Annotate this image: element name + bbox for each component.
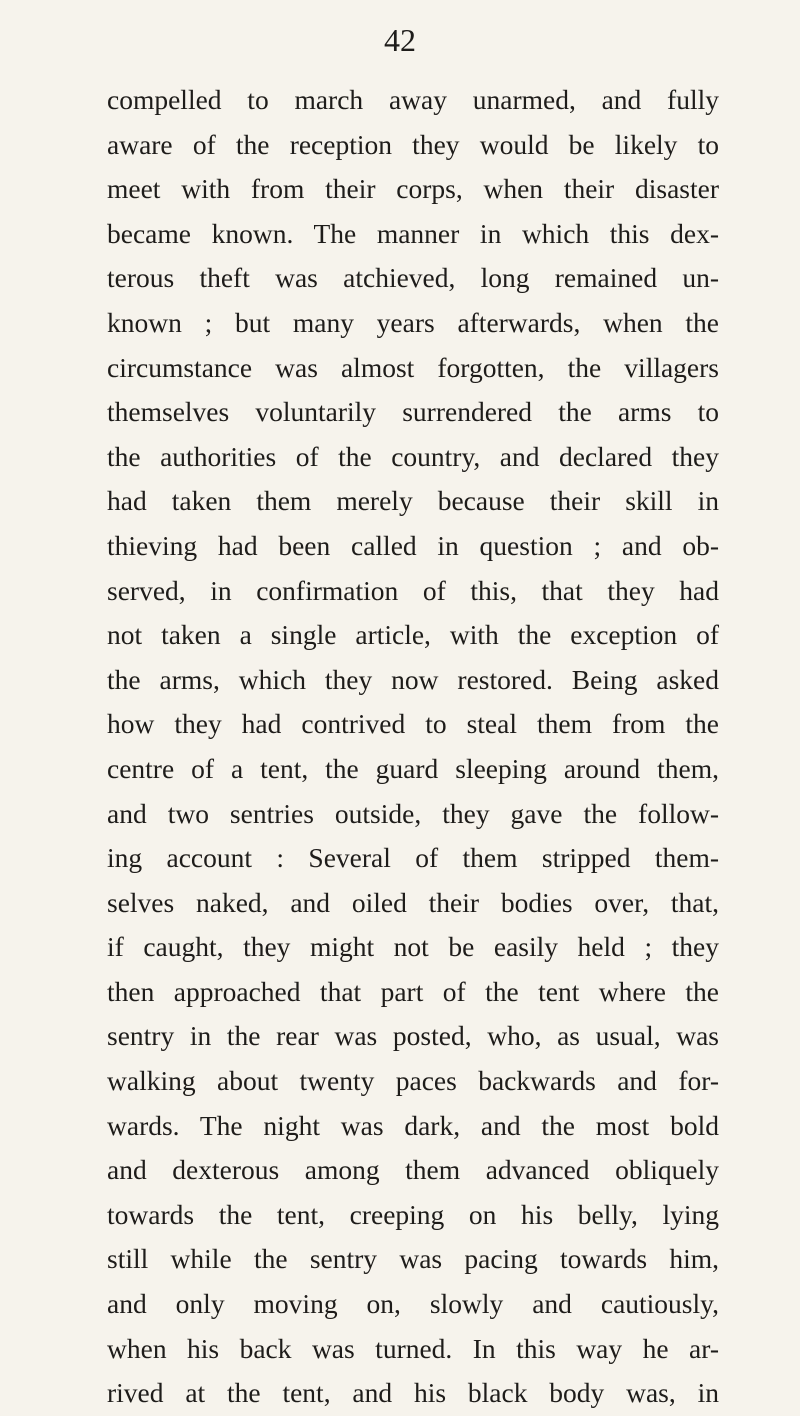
text-line: ing account : Several of them stripped them- bbox=[107, 842, 719, 874]
text-line: how they had contrived to steal them from the bbox=[107, 708, 719, 740]
text-line: had taken them merely because their skill in bbox=[107, 485, 719, 517]
text-line: thieving had been called in question ; and ob- bbox=[107, 529, 719, 561]
text-line: the authorities of the country, and declared they bbox=[107, 440, 719, 472]
text-line: not taken a single article, with the exception of bbox=[107, 619, 719, 651]
text-line: selves naked, and oiled their bodies over, that, bbox=[107, 886, 719, 918]
text-line: aware of the reception they would be likely to bbox=[107, 128, 719, 160]
text-line: centre of a tent, the guard sleeping around them, bbox=[107, 752, 719, 784]
text-line: the arms, which they now restored. Being asked bbox=[107, 663, 719, 695]
text-line: served, in confirmation of this, that they had bbox=[107, 574, 719, 606]
text-line: then approached that part of the tent where the bbox=[107, 975, 719, 1007]
text-line: meet with from their corps, when their disaster bbox=[107, 173, 719, 205]
text-line: and dexterous among them advanced obliquely bbox=[107, 1154, 719, 1186]
text-line: still while the sentry was pacing towards him, bbox=[107, 1243, 719, 1275]
text-line: terous theft was atchieved, long remained un- bbox=[107, 262, 719, 294]
text-line: and only moving on, slowly and cautiously, bbox=[107, 1288, 719, 1320]
text-line: sentry in the rear was posted, who, as usual, was bbox=[107, 1020, 719, 1052]
text-line: compelled to march away unarmed, and fully bbox=[107, 84, 719, 115]
text-line: rived at the tent, and his black body was, in bbox=[107, 1377, 719, 1409]
text-line: themselves voluntarily surrendered the arms to bbox=[107, 396, 719, 428]
page-number: 42 bbox=[384, 22, 416, 58]
body-text bbox=[107, 78, 719, 1416]
text-line: known ; but many years afterwards, when the bbox=[107, 306, 719, 338]
text-line: towards the tent, creeping on his belly, lying bbox=[107, 1198, 719, 1230]
text-line: circumstance was almost forgotten, the villagers bbox=[107, 351, 719, 383]
text-line: became known. The manner in which this dex- bbox=[107, 217, 719, 249]
text-line: and two sentries outside, they gave the follow- bbox=[107, 797, 719, 829]
text-line: wards. The night was dark, and the most bold bbox=[107, 1109, 719, 1141]
text-line: if caught, they might not be easily held ; they bbox=[107, 931, 719, 963]
text-line: walking about twenty paces backwards and for- bbox=[107, 1065, 719, 1097]
text-line: when his back was turned. In this way he ar- bbox=[107, 1332, 719, 1364]
